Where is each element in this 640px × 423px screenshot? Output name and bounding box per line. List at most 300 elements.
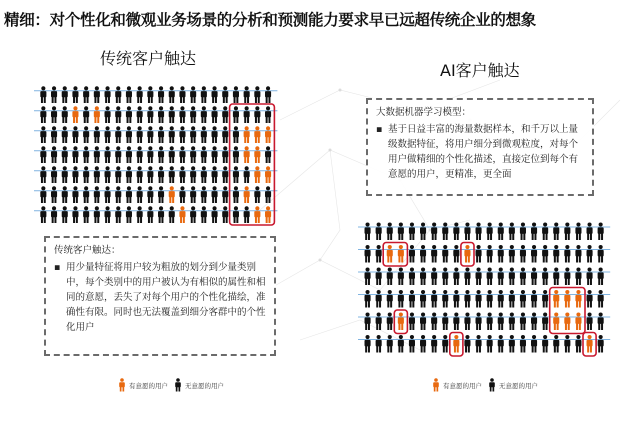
black-person-icon bbox=[476, 267, 482, 285]
orange-person-icon bbox=[265, 206, 271, 223]
left-callout bbox=[44, 236, 276, 356]
black-person-icon bbox=[51, 166, 57, 183]
black-person-icon bbox=[233, 126, 239, 143]
black-person-icon bbox=[115, 86, 121, 103]
black-person-icon bbox=[553, 222, 559, 240]
black-person-icon bbox=[442, 312, 448, 330]
black-person-icon bbox=[147, 146, 153, 163]
black-person-icon bbox=[115, 146, 121, 163]
black-person-icon bbox=[83, 186, 89, 203]
black-person-icon bbox=[137, 186, 143, 203]
black-person-icon bbox=[553, 245, 559, 263]
black-person-icon bbox=[409, 245, 415, 263]
black-person-icon bbox=[488, 378, 496, 392]
black-person-icon bbox=[137, 166, 143, 183]
black-person-icon bbox=[420, 290, 426, 308]
left-panel-title: 传统客户触达 bbox=[100, 49, 197, 68]
black-person-icon bbox=[409, 267, 415, 285]
black-person-icon bbox=[126, 146, 132, 163]
orange-person-icon bbox=[453, 335, 459, 353]
black-person-icon bbox=[487, 335, 493, 353]
black-person-icon bbox=[531, 290, 537, 308]
black-person-icon bbox=[115, 206, 121, 223]
black-person-icon bbox=[365, 335, 371, 353]
black-person-icon bbox=[420, 335, 426, 353]
black-person-icon bbox=[542, 222, 548, 240]
black-person-icon bbox=[72, 126, 78, 143]
black-person-icon bbox=[169, 86, 175, 103]
black-person-icon bbox=[498, 290, 504, 308]
black-person-icon bbox=[115, 166, 121, 183]
black-person-icon bbox=[575, 222, 581, 240]
left-callout-body bbox=[54, 260, 266, 335]
black-person-icon bbox=[398, 267, 404, 285]
black-person-icon bbox=[83, 206, 89, 223]
black-person-icon bbox=[212, 206, 218, 223]
black-person-icon bbox=[179, 146, 185, 163]
orange-person-icon bbox=[553, 290, 559, 308]
black-person-icon bbox=[126, 126, 132, 143]
black-person-icon bbox=[201, 106, 207, 123]
black-person-icon bbox=[254, 86, 260, 103]
black-person-icon bbox=[509, 267, 515, 285]
right-callout-title: 大数据机器学习模型： bbox=[376, 107, 472, 118]
black-person-icon bbox=[62, 186, 68, 203]
black-person-icon bbox=[72, 186, 78, 203]
black-person-icon bbox=[244, 106, 250, 123]
black-person-icon bbox=[62, 86, 68, 103]
black-person-icon bbox=[531, 267, 537, 285]
black-person-icon bbox=[431, 245, 437, 263]
black-person-icon bbox=[94, 126, 100, 143]
bullet-icon: ▪ bbox=[54, 262, 61, 273]
black-person-icon bbox=[201, 146, 207, 163]
black-person-icon bbox=[587, 267, 593, 285]
orange-person-icon bbox=[564, 312, 570, 330]
right-callout bbox=[366, 98, 594, 196]
black-person-icon bbox=[542, 335, 548, 353]
black-person-icon bbox=[387, 312, 393, 330]
black-person-icon bbox=[115, 126, 121, 143]
black-person-icon bbox=[147, 166, 153, 183]
orange-person-icon bbox=[553, 312, 559, 330]
legend-intent-label: 有意愿的用户 bbox=[129, 381, 168, 390]
black-person-icon bbox=[453, 245, 459, 263]
black-person-icon bbox=[531, 312, 537, 330]
black-person-icon bbox=[498, 245, 504, 263]
black-person-icon bbox=[179, 106, 185, 123]
black-person-icon bbox=[442, 222, 448, 240]
black-person-icon bbox=[62, 146, 68, 163]
black-person-icon bbox=[387, 335, 393, 353]
orange-person-icon bbox=[432, 378, 440, 392]
orange-person-icon bbox=[575, 290, 581, 308]
black-person-icon bbox=[115, 186, 121, 203]
black-person-icon bbox=[542, 245, 548, 263]
black-person-icon bbox=[83, 166, 89, 183]
right-people-grid bbox=[362, 222, 608, 358]
black-person-icon bbox=[476, 222, 482, 240]
orange-person-icon bbox=[398, 312, 404, 330]
black-person-icon bbox=[62, 206, 68, 223]
black-person-icon bbox=[137, 86, 143, 103]
black-person-icon bbox=[212, 146, 218, 163]
black-person-icon bbox=[431, 267, 437, 285]
left-callout-title: 传统客户触达： bbox=[54, 245, 121, 256]
black-person-icon bbox=[94, 206, 100, 223]
black-person-icon bbox=[376, 335, 382, 353]
black-person-icon bbox=[40, 146, 46, 163]
black-person-icon bbox=[222, 186, 228, 203]
black-person-icon bbox=[94, 166, 100, 183]
orange-person-icon bbox=[265, 126, 271, 143]
black-person-icon bbox=[476, 290, 482, 308]
black-person-icon bbox=[398, 290, 404, 308]
black-person-icon bbox=[531, 335, 537, 353]
black-person-icon bbox=[542, 312, 548, 330]
black-person-icon bbox=[40, 186, 46, 203]
black-person-icon bbox=[587, 222, 593, 240]
orange-person-icon bbox=[244, 186, 250, 203]
black-person-icon bbox=[531, 222, 537, 240]
black-person-icon bbox=[105, 206, 111, 223]
black-person-icon bbox=[105, 166, 111, 183]
black-person-icon bbox=[509, 312, 515, 330]
black-person-icon bbox=[575, 245, 581, 263]
black-person-icon bbox=[265, 186, 271, 203]
black-person-icon bbox=[169, 146, 175, 163]
black-person-icon bbox=[212, 166, 218, 183]
black-person-icon bbox=[431, 312, 437, 330]
black-person-icon bbox=[147, 186, 153, 203]
black-person-icon bbox=[212, 126, 218, 143]
black-person-icon bbox=[179, 126, 185, 143]
black-person-icon bbox=[83, 106, 89, 123]
black-person-icon bbox=[105, 186, 111, 203]
black-person-icon bbox=[520, 312, 526, 330]
black-person-icon bbox=[265, 106, 271, 123]
black-person-icon bbox=[190, 126, 196, 143]
black-person-icon bbox=[51, 206, 57, 223]
black-person-icon bbox=[212, 106, 218, 123]
black-person-icon bbox=[94, 186, 100, 203]
black-person-icon bbox=[83, 86, 89, 103]
black-person-icon bbox=[587, 290, 593, 308]
black-person-icon bbox=[531, 245, 537, 263]
black-person-icon bbox=[233, 186, 239, 203]
black-person-icon bbox=[201, 86, 207, 103]
black-person-icon bbox=[147, 126, 153, 143]
black-person-icon bbox=[498, 335, 504, 353]
black-person-icon bbox=[126, 206, 132, 223]
black-person-icon bbox=[476, 312, 482, 330]
black-person-icon bbox=[72, 86, 78, 103]
orange-person-icon bbox=[254, 146, 260, 163]
black-person-icon bbox=[409, 312, 415, 330]
right-callout-text: 基于日益丰富的海量数据样本，和千万以上量级数据特征，将用户细分到微观粒度，对每个用户做精细的个性化描述，直接定位到每个有意愿的用户，更精准，更全面 bbox=[388, 124, 579, 180]
black-person-icon bbox=[169, 206, 175, 223]
orange-person-icon bbox=[464, 245, 470, 263]
black-person-icon bbox=[476, 245, 482, 263]
black-person-icon bbox=[244, 166, 250, 183]
orange-person-icon bbox=[244, 126, 250, 143]
page-title: 精细：对个性化和微观业务场景的分析和预测能力要求早已远超传统企业的想象 bbox=[4, 11, 537, 29]
black-person-icon bbox=[409, 290, 415, 308]
orange-person-icon bbox=[118, 378, 126, 392]
black-person-icon bbox=[115, 106, 121, 123]
black-person-icon bbox=[233, 106, 239, 123]
black-person-icon bbox=[365, 222, 371, 240]
black-person-icon bbox=[137, 126, 143, 143]
black-person-icon bbox=[387, 267, 393, 285]
black-person-icon bbox=[105, 126, 111, 143]
black-person-icon bbox=[62, 166, 68, 183]
black-person-icon bbox=[265, 146, 271, 163]
black-person-icon bbox=[542, 290, 548, 308]
black-person-icon bbox=[598, 312, 604, 330]
black-person-icon bbox=[487, 222, 493, 240]
black-person-icon bbox=[201, 126, 207, 143]
black-person-icon bbox=[487, 312, 493, 330]
black-person-icon bbox=[137, 106, 143, 123]
black-person-icon bbox=[40, 166, 46, 183]
black-person-icon bbox=[487, 267, 493, 285]
black-person-icon bbox=[179, 166, 185, 183]
black-person-icon bbox=[51, 86, 57, 103]
black-person-icon bbox=[564, 335, 570, 353]
black-person-icon bbox=[575, 335, 581, 353]
black-person-icon bbox=[51, 126, 57, 143]
black-person-icon bbox=[520, 222, 526, 240]
black-person-icon bbox=[254, 106, 260, 123]
black-person-icon bbox=[190, 166, 196, 183]
orange-person-icon bbox=[387, 245, 393, 263]
black-person-icon bbox=[553, 335, 559, 353]
black-person-icon bbox=[376, 312, 382, 330]
black-person-icon bbox=[147, 206, 153, 223]
black-person-icon bbox=[222, 86, 228, 103]
black-person-icon bbox=[420, 222, 426, 240]
black-person-icon bbox=[126, 106, 132, 123]
black-person-icon bbox=[376, 245, 382, 263]
black-person-icon bbox=[105, 146, 111, 163]
black-person-icon bbox=[453, 290, 459, 308]
black-person-icon bbox=[453, 312, 459, 330]
black-person-icon bbox=[222, 106, 228, 123]
orange-person-icon bbox=[398, 245, 404, 263]
black-person-icon bbox=[222, 126, 228, 143]
black-person-icon bbox=[464, 312, 470, 330]
black-person-icon bbox=[520, 267, 526, 285]
black-person-icon bbox=[498, 267, 504, 285]
black-person-icon bbox=[233, 206, 239, 223]
black-person-icon bbox=[233, 146, 239, 163]
black-person-icon bbox=[40, 126, 46, 143]
black-person-icon bbox=[420, 245, 426, 263]
black-person-icon bbox=[233, 86, 239, 103]
black-person-icon bbox=[498, 222, 504, 240]
black-person-icon bbox=[564, 267, 570, 285]
right-callout-body bbox=[376, 122, 584, 182]
black-person-icon bbox=[222, 206, 228, 223]
black-person-icon bbox=[553, 267, 559, 285]
black-person-icon bbox=[509, 335, 515, 353]
black-person-icon bbox=[212, 186, 218, 203]
black-person-icon bbox=[487, 290, 493, 308]
black-person-icon bbox=[365, 290, 371, 308]
black-person-icon bbox=[398, 335, 404, 353]
black-person-icon bbox=[174, 378, 182, 392]
black-person-icon bbox=[476, 335, 482, 353]
black-person-icon bbox=[169, 106, 175, 123]
black-person-icon bbox=[126, 186, 132, 203]
black-person-icon bbox=[453, 267, 459, 285]
right-legend bbox=[432, 378, 538, 392]
black-person-icon bbox=[233, 166, 239, 183]
black-person-icon bbox=[365, 267, 371, 285]
left-people-grid bbox=[38, 86, 274, 226]
black-person-icon bbox=[598, 267, 604, 285]
black-person-icon bbox=[222, 166, 228, 183]
black-person-icon bbox=[387, 290, 393, 308]
black-person-icon bbox=[147, 86, 153, 103]
black-person-icon bbox=[40, 106, 46, 123]
left-callout-text: 用少量特征将用户较为粗放的划分到少量类别中，每个类别中的用户被认为有相似的属性和相同的意愿，丢失了对每个用户的个性化描绘，准确性有限。同时也无法覆盖到细分客群中的个性化用户 bbox=[66, 262, 266, 333]
black-person-icon bbox=[431, 335, 437, 353]
black-person-icon bbox=[376, 290, 382, 308]
orange-person-icon bbox=[575, 312, 581, 330]
black-person-icon bbox=[83, 146, 89, 163]
black-person-icon bbox=[575, 267, 581, 285]
black-person-icon bbox=[62, 126, 68, 143]
black-person-icon bbox=[51, 106, 57, 123]
black-person-icon bbox=[94, 86, 100, 103]
black-person-icon bbox=[598, 335, 604, 353]
black-person-icon bbox=[431, 222, 437, 240]
black-person-icon bbox=[509, 222, 515, 240]
black-person-icon bbox=[365, 312, 371, 330]
black-person-icon bbox=[83, 126, 89, 143]
black-person-icon bbox=[244, 206, 250, 223]
legend-intent-label: 有意愿的用户 bbox=[443, 381, 482, 390]
black-person-icon bbox=[442, 335, 448, 353]
black-person-icon bbox=[190, 86, 196, 103]
black-person-icon bbox=[105, 106, 111, 123]
black-person-icon bbox=[409, 222, 415, 240]
black-person-icon bbox=[509, 290, 515, 308]
black-person-icon bbox=[398, 222, 404, 240]
black-person-icon bbox=[464, 290, 470, 308]
legend-no-intent-label: 无意愿的用户 bbox=[185, 381, 224, 390]
black-person-icon bbox=[542, 267, 548, 285]
black-person-icon bbox=[222, 146, 228, 163]
black-person-icon bbox=[431, 290, 437, 308]
black-person-icon bbox=[487, 245, 493, 263]
black-person-icon bbox=[94, 146, 100, 163]
black-person-icon bbox=[409, 335, 415, 353]
black-person-icon bbox=[464, 267, 470, 285]
orange-person-icon bbox=[72, 106, 78, 123]
black-person-icon bbox=[179, 186, 185, 203]
orange-person-icon bbox=[564, 290, 570, 308]
left-legend bbox=[118, 378, 224, 392]
black-person-icon bbox=[190, 146, 196, 163]
black-person-icon bbox=[40, 86, 46, 103]
black-person-icon bbox=[442, 267, 448, 285]
black-person-icon bbox=[72, 146, 78, 163]
black-person-icon bbox=[498, 312, 504, 330]
orange-person-icon bbox=[179, 206, 185, 223]
black-person-icon bbox=[179, 86, 185, 103]
black-person-icon bbox=[201, 186, 207, 203]
black-person-icon bbox=[158, 126, 164, 143]
black-person-icon bbox=[376, 267, 382, 285]
black-person-icon bbox=[598, 290, 604, 308]
black-person-icon bbox=[420, 267, 426, 285]
black-person-icon bbox=[464, 335, 470, 353]
black-person-icon bbox=[365, 245, 371, 263]
orange-person-icon bbox=[244, 146, 250, 163]
black-person-icon bbox=[598, 222, 604, 240]
black-person-icon bbox=[62, 106, 68, 123]
legend-no-intent-label: 无意愿的用户 bbox=[499, 381, 538, 390]
black-person-icon bbox=[147, 106, 153, 123]
black-person-icon bbox=[137, 206, 143, 223]
black-person-icon bbox=[520, 245, 526, 263]
orange-person-icon bbox=[254, 206, 260, 223]
black-person-icon bbox=[158, 166, 164, 183]
black-person-icon bbox=[158, 146, 164, 163]
black-person-icon bbox=[158, 206, 164, 223]
black-person-icon bbox=[40, 206, 46, 223]
black-person-icon bbox=[158, 86, 164, 103]
black-person-icon bbox=[126, 86, 132, 103]
black-person-icon bbox=[137, 146, 143, 163]
black-person-icon bbox=[169, 126, 175, 143]
black-person-icon bbox=[190, 106, 196, 123]
black-person-icon bbox=[464, 222, 470, 240]
right-panel-title: AI客户触达 bbox=[440, 61, 520, 80]
black-person-icon bbox=[442, 290, 448, 308]
black-person-icon bbox=[158, 106, 164, 123]
black-person-icon bbox=[190, 186, 196, 203]
black-person-icon bbox=[587, 312, 593, 330]
black-person-icon bbox=[169, 166, 175, 183]
black-person-icon bbox=[442, 245, 448, 263]
black-person-icon bbox=[201, 206, 207, 223]
black-person-icon bbox=[453, 222, 459, 240]
orange-person-icon bbox=[254, 166, 260, 183]
black-person-icon bbox=[51, 146, 57, 163]
black-person-icon bbox=[105, 86, 111, 103]
black-person-icon bbox=[244, 86, 250, 103]
black-person-icon bbox=[598, 245, 604, 263]
black-person-icon bbox=[72, 166, 78, 183]
black-person-icon bbox=[564, 245, 570, 263]
orange-person-icon bbox=[587, 335, 593, 353]
black-person-icon bbox=[387, 222, 393, 240]
black-person-icon bbox=[201, 166, 207, 183]
black-person-icon bbox=[254, 186, 260, 203]
black-person-icon bbox=[587, 245, 593, 263]
black-person-icon bbox=[212, 86, 218, 103]
black-person-icon bbox=[190, 206, 196, 223]
black-person-icon bbox=[520, 290, 526, 308]
black-person-icon bbox=[564, 222, 570, 240]
black-person-icon bbox=[509, 245, 515, 263]
bullet-icon: ▪ bbox=[376, 124, 383, 135]
black-person-icon bbox=[520, 335, 526, 353]
